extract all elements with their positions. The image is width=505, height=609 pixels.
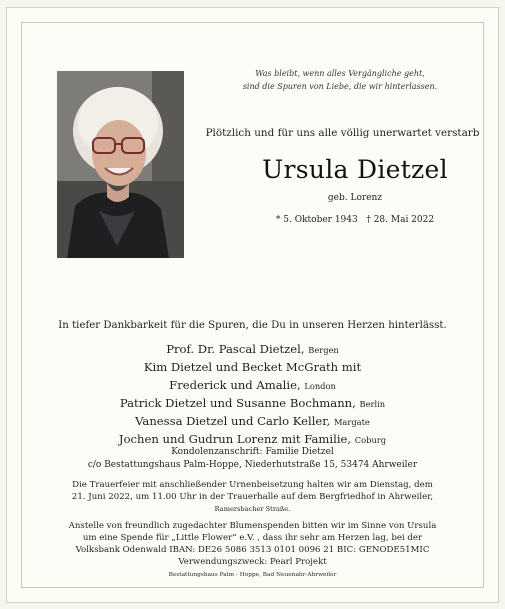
deceased-name: Ursula Dietzel [262,155,448,184]
intro-text: Plötzlich und für uns alle völlig unerwartet verstarb [205,127,480,139]
ceremony-text: Die Trauerfeier mit anschließender Urnenbeisetzung halten wir am Dienstag, dem 21. Juni 2022, um 11.00 Uhr in der Trauerhalle auf dem Bergfriedhof in Ahrweiler, Ramersbacher Straße. [71,480,434,513]
maiden-name: geb. Lorenz [327,193,383,203]
motto-line-1: Was bleibt, wenn alles Vergängliche geht, [255,69,425,78]
bereaved-entry: Kim Dietzel und Becket McGrath mit [143,360,362,374]
bereaved-entry: Prof. Dr. Pascal Dietzel, Bergen [166,342,339,356]
birth-date: * 5. Oktober 1943 [275,215,358,225]
bereaved-entry: Vanessa Dietzel und Carlo Keller, Margate [135,414,370,428]
donation-text: Anstelle von freundlich zugedachter Blumenspenden bitten wir im Sinne von Ursula um eine Spende für „Little Flower“ e.V. , dass ihr sehr am Herzen lag, bei der Volksbank Odenwald IBAN: DE26 5086 3513 0101 0096 21 BIC: GENODE51MIC Verwendungszweck: Pearl Projekt [68,521,437,567]
portrait-photo [57,71,184,258]
motto-line-2: sind die Spuren von Liebe, die wir hinterlassen. [242,82,438,91]
death-date: † 28. Mai 2022 [366,215,435,225]
gratitude-text: In tiefer Dankbarkeit für die Spuren, die Du in unseren Herzen hinterlässt. [58,320,447,331]
bereaved-entry: Jochen und Gudrun Lorenz mit Familie, Coburg [118,432,387,446]
dates [245,215,465,225]
funeral-home-footer: Bestattungshaus Palm - Hoppe, Bad Neuenahr-Ahrweiler [168,572,337,578]
bereaved-entry: Frederick und Amalie, London [169,378,336,392]
bereaved-entry: Patrick Dietzel und Susanne Bochmann, Berlin [119,396,386,410]
bereaved-list [0,341,505,449]
condolence-address: Kondolenzanschrift: Familie Dietzel c/o Bestattungshaus Palm-Hoppe, Niederhutstraße 15, 53474 Ahrweiler [87,447,418,470]
